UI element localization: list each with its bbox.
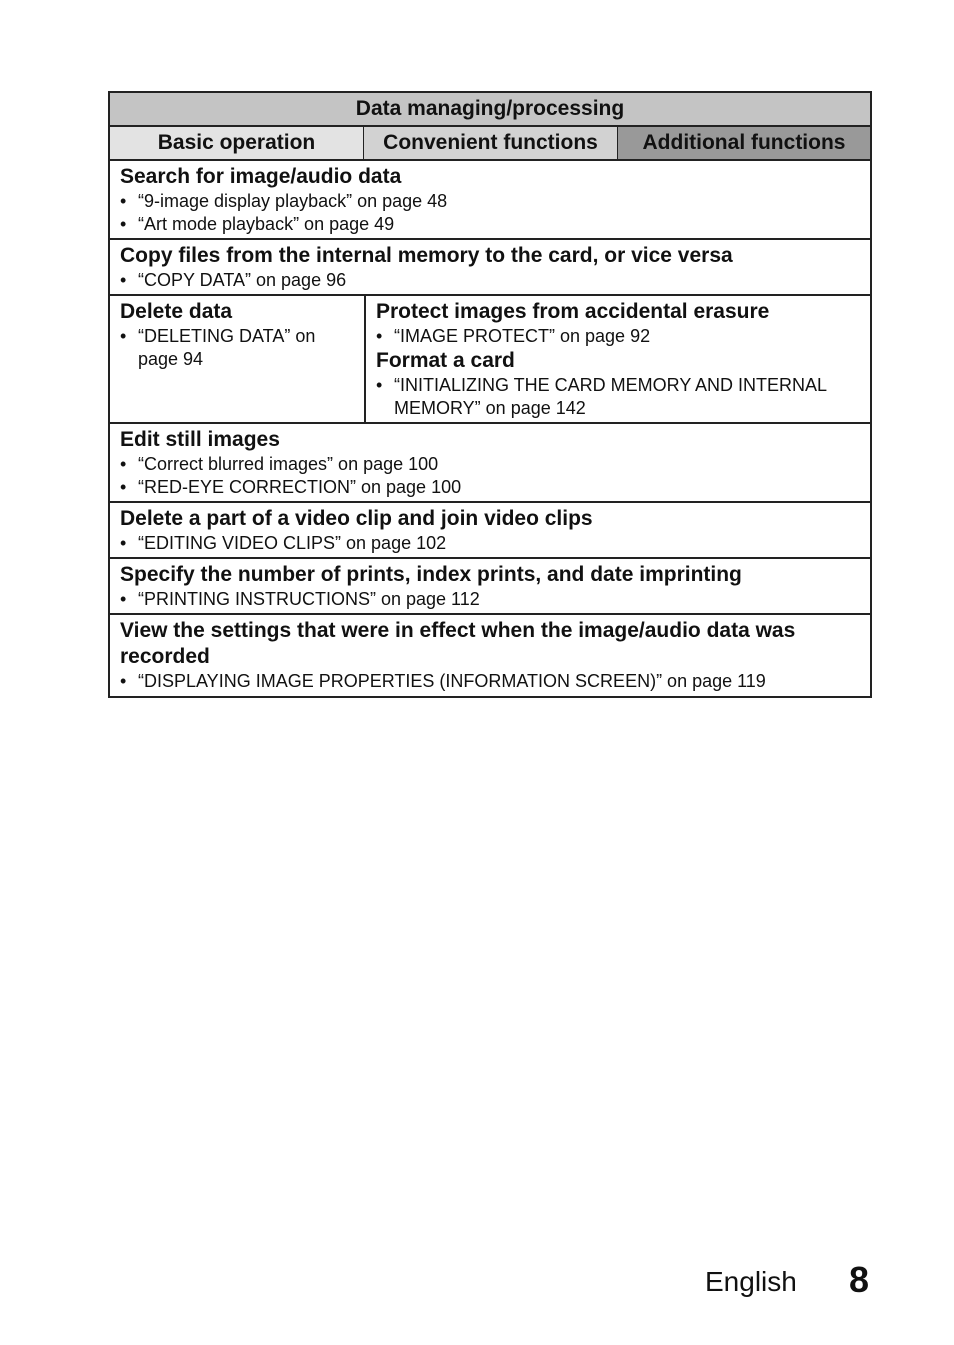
- cell-protect-format: [366, 296, 870, 422]
- list-item: • “EDITING VIDEO CLIPS” on page 102: [120, 533, 447, 553]
- row-heading: Copy files from the internal memory to the card, or vice versa: [120, 244, 733, 267]
- row-heading: Protect images from accidental erasure: [376, 300, 770, 323]
- list-item: • “PRINTING INSTRUCTIONS” on page 112: [120, 589, 480, 609]
- row-heading: Delete a part of a video clip and join video clips: [120, 507, 593, 530]
- footer-language: English: [705, 1266, 797, 1297]
- table-row: [110, 559, 870, 615]
- page-number: 8: [849, 1259, 870, 1300]
- table-row: [110, 161, 870, 240]
- table-row-split: [110, 296, 870, 424]
- list-item: • “INITIALIZING THE CARD MEMORY AND INTERNAL MEMORY” on page 142: [376, 375, 827, 418]
- row-heading: Delete data: [120, 300, 233, 323]
- row-heading: Edit still images: [120, 428, 280, 451]
- tab-additional-functions: Additional functions: [618, 127, 870, 159]
- table-row: [110, 503, 870, 559]
- row-heading: Format a card: [376, 349, 515, 372]
- tab-convenient-functions: Convenient functions: [364, 127, 618, 159]
- list-item: • “DISPLAYING IMAGE PROPERTIES (INFORMATION SCREEN)” on page 119: [120, 671, 766, 691]
- function-tabs: [110, 127, 870, 161]
- list-item: • “DELETING DATA” on page 94: [120, 326, 316, 369]
- table-row: [110, 240, 870, 296]
- row-heading: View the settings that were in effect when the image/audio data was recorded: [120, 619, 796, 668]
- tab-basic-operation: Basic operation: [110, 127, 364, 159]
- list-item: • “RED-EYE CORRECTION” on page 100: [120, 477, 462, 497]
- list-item: • “COPY DATA” on page 96: [120, 270, 347, 290]
- table-row: [110, 615, 870, 696]
- list-item: • “IMAGE PROTECT” on page 92: [376, 326, 651, 346]
- list-item: • “9-image display playback” on page 48: [120, 191, 448, 211]
- table-title: Data managing/processing: [110, 93, 870, 127]
- row-heading: Search for image/audio data: [120, 165, 402, 188]
- feature-table: [108, 91, 872, 698]
- list-item: • “Correct blurred images” on page 100: [120, 454, 439, 474]
- table-row: [110, 424, 870, 503]
- row-heading: Specify the number of prints, index prints, and date imprinting: [120, 563, 742, 586]
- list-item: • “Art mode playback” on page 49: [120, 214, 395, 234]
- cell-delete-data: [110, 296, 366, 422]
